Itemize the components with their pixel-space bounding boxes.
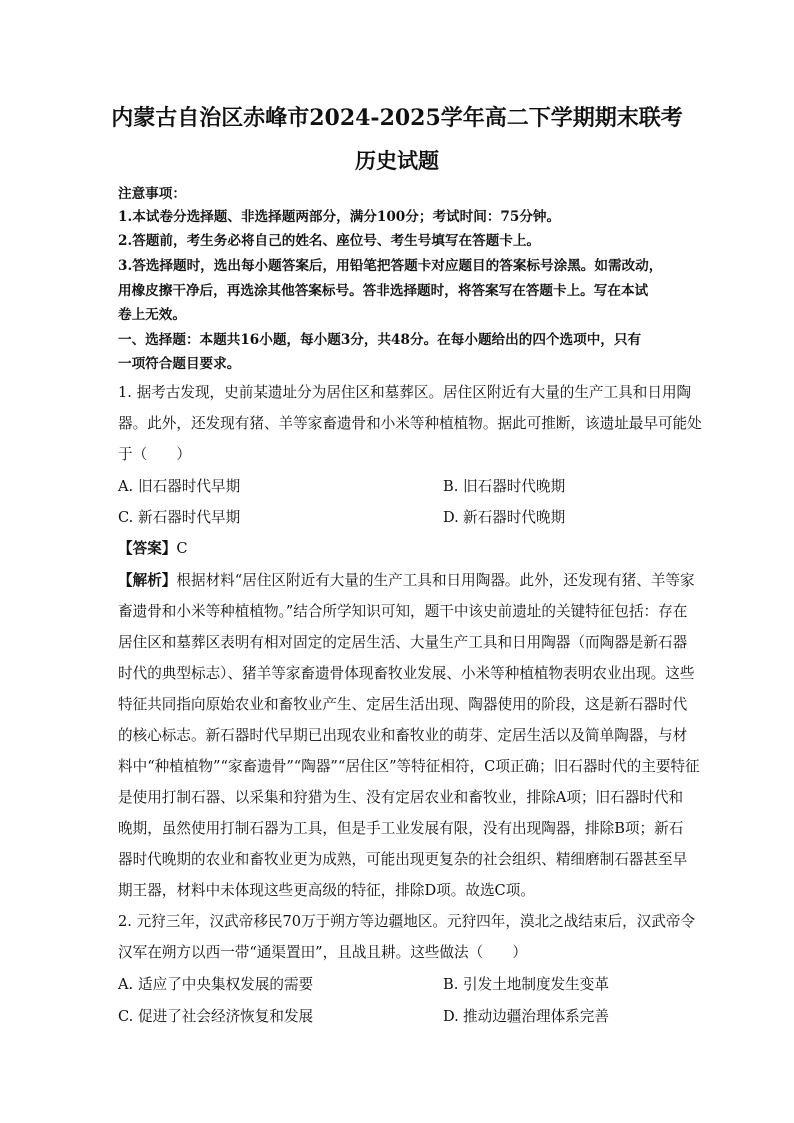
option-text: 促进了社会经济恢复和发展	[138, 1008, 314, 1025]
option-text: 新石器时代晚期	[463, 509, 566, 526]
option-letter: C.	[118, 1008, 134, 1025]
answer-tag: 【答案】	[118, 540, 177, 557]
option-text: 新石器时代早期	[138, 509, 241, 526]
question-1-option-a	[118, 477, 240, 497]
question-1-option-c	[118, 508, 240, 528]
option-letter: A.	[118, 976, 134, 993]
option-letter: D.	[443, 509, 459, 526]
notice-heading: 注意事项：	[118, 186, 186, 202]
question-2-line-2: 汉军在朔方以西一带“通渠置田”，且战且耕。这些做法（ ）	[118, 944, 527, 961]
analysis-line-3: 居住区和墓葬区表明有相对固定的定居生活、大量生产工具和日用陶器（而陶器是新石器	[118, 634, 688, 651]
option-letter: C.	[118, 509, 134, 526]
analysis-text: 根据材料“居住区附近有大量的生产工具和日用陶器。此外，还发现有猪、羊等家	[176, 572, 695, 589]
exam-title: 内蒙古自治区赤峰市2024-2025学年高二下学期期末联考	[111, 105, 683, 131]
question-1-line-1: 1. 据考古发现，史前某遗址分为居住区和墓葬区。居住区附近有大量的生产工具和日用陶	[118, 384, 692, 401]
option-text: 适应了中央集权发展的需要	[138, 976, 314, 993]
option-letter: D.	[443, 1008, 459, 1025]
notice-item-3-line-2: 用橡皮擦干净后，再选涂其他答案标号。答非选择题时，将答案写在答题卡上。写在本试	[118, 283, 649, 299]
question-1-option-b	[443, 477, 565, 497]
exam-subtitle: 历史试题	[355, 148, 439, 173]
analysis-line-9: 晚期，虽然使用打制石器为工具，但是手工业发展有限，没有出现陶器，排除B项；新石	[118, 820, 684, 837]
option-text: 旧石器时代早期	[138, 478, 241, 495]
question-2-option-b	[443, 975, 609, 995]
question-2-option-d	[443, 1007, 609, 1027]
question-1-line-3: 于（ ）	[118, 446, 191, 463]
question-2-option-a	[118, 975, 313, 995]
analysis-line-2: 畜遗骨和小米等种植植物。”结合所学知识可知，题干中该史前遗址的关键特征包括：存在	[118, 603, 688, 620]
answer-value: C	[176, 540, 188, 557]
analysis-line-11: 期王器，材料中未体现这些更高级的特征，排除D项。故选C项。	[118, 882, 535, 899]
section-heading-line-2: 一项符合题目要求。	[118, 356, 241, 372]
analysis-line-4: 时代的典型标志）、猪羊等家畜遗骨体现畜牧业发展、小米等种植植物表明农业出现。这些	[118, 665, 695, 682]
option-letter: B.	[443, 976, 459, 993]
section-heading-line-1: 一、选择题：本题共16小题，每小题3分，共48分。在每小题给出的四个选项中，只有	[118, 332, 642, 348]
analysis-line-5: 特征共同指向原始农业和畜牧业产生、定居生活出现、陶器使用的阶段，这是新石器时代	[118, 696, 688, 713]
analysis-line-10: 器时代晚期的农业和畜牧业更为成熟，可能出现更复杂的社会组织、精细磨制石器甚至早	[118, 851, 688, 868]
option-text: 旧石器时代晚期	[463, 478, 566, 495]
question-1-line-2: 器。此外，还发现有猪、羊等家畜遗骨和小米等种植植物。据此可推断，该遗址最早可能处	[118, 415, 702, 432]
notice-item-3-line-3: 卷上无效。	[118, 307, 186, 323]
question-2-line-1: 2. 元狩三年，汉武帝移民70万于朔方等边疆地区。元狩四年，漠北之战结束后，汉武帝令	[118, 913, 696, 930]
option-text: 引发土地制度发生变革	[463, 976, 609, 993]
option-letter: A.	[118, 478, 134, 495]
analysis-line-8: 是使用打制石器、以采集和狩猎为生、没有定居农业和畜牧业，排除A项；旧石器时代和	[118, 789, 684, 806]
option-text: 推动边疆治理体系完善	[463, 1008, 609, 1025]
analysis-tag: 【解析】	[118, 572, 177, 589]
option-letter: B.	[443, 478, 459, 495]
question-1-option-d	[443, 508, 565, 528]
analysis-line-7: 料中“种植植物”“家畜遗骨”“陶器”“居住区”等特征相符，C项正确；旧石器时代的主要特征	[118, 758, 700, 775]
notice-item-1: 1.本试卷分选择题、非选择题两部分，满分100分；考试时间：75分钟。	[118, 209, 561, 225]
question-2-option-c	[118, 1007, 313, 1027]
analysis-line-6: 的核心标志。新石器时代早期已出现农业和畜牧业的萌芽、定居生活以及简单陶器，与材	[118, 727, 688, 744]
notice-item-3-line-1: 3.答选择题时，选出每小题答案后，用铅笔把答题卡对应题目的答案标号涂黑。如需改动，	[118, 258, 663, 274]
notice-item-2: 2.答题前，考生务必将自己的姓名、座位号、考生号填写在答题卡上。	[118, 233, 541, 249]
analysis-line-1	[118, 571, 695, 591]
question-1-answer	[118, 539, 688, 559]
